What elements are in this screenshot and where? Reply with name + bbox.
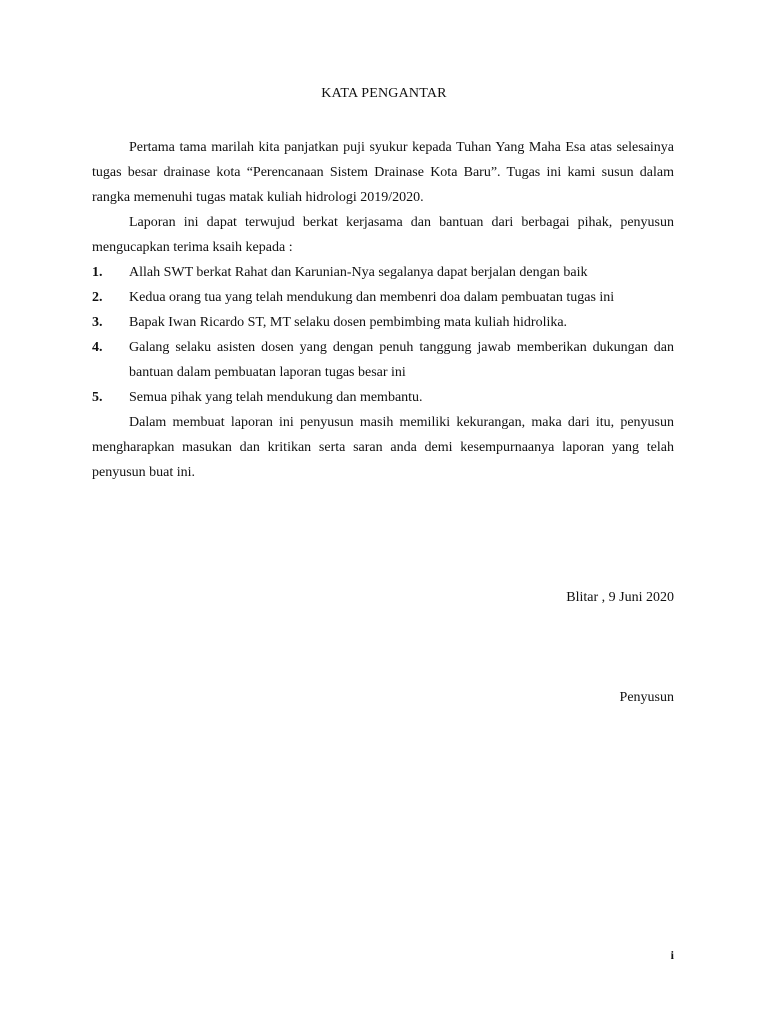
list-item-text: Semua pihak yang telah mendukung dan membantu. xyxy=(129,390,423,405)
paragraph-closing: Dalam membuat laporan ini penyusun masih memiliki kekurangan, maka dari itu, penyusun mengharapkan masukan dan kritikan serta saran anda demi kesempurnaanya laporan yang telah penyusun buat ini. xyxy=(92,415,674,480)
list-item xyxy=(92,285,674,310)
list-item-number: 1. xyxy=(92,265,103,280)
paragraph-thanks-lead: Laporan ini dapat terwujud berkat kerjasama dan bantuan dari berbagai pihak, penyusun mengucapkan terima ksaih kepada : xyxy=(92,215,674,255)
signatory: Penyusun xyxy=(619,690,674,705)
acknowledgement-list xyxy=(92,260,674,410)
list-item-text: Allah SWT berkat Rahat dan Karunian-Nya segalanya dapat berjalan dengan baik xyxy=(129,265,588,280)
list-item-text: Kedua orang tua yang telah mendukung dan membenri doa dalam pembuatan tugas ini xyxy=(129,290,615,305)
list-item xyxy=(92,260,674,285)
list-item xyxy=(92,385,674,410)
place-date: Blitar , 9 Juni 2020 xyxy=(566,590,674,605)
list-item-number: 2. xyxy=(92,290,103,305)
list-item-number: 4. xyxy=(92,340,103,355)
page-title: KATA PENGANTAR xyxy=(321,86,447,101)
list-item-text: Bapak Iwan Ricardo ST, MT selaku dosen pembimbing mata kuliah hidrolika. xyxy=(129,315,568,330)
list-item xyxy=(92,335,674,385)
list-item-number: 5. xyxy=(92,390,103,405)
list-item xyxy=(92,310,674,335)
document-body xyxy=(92,135,674,485)
list-item-text: Galang selaku asisten dosen yang dengan penuh tanggung jawab memberikan dukungan dan bantuan dalam pembuatan laporan tugas besar ini xyxy=(129,340,674,380)
paragraph-intro: Pertama tama marilah kita panjatkan puji syukur kepada Tuhan Yang Maha Esa atas selesainya tugas besar drainase kota “Perencanaan Sistem Drainase Kota Baru”. Tugas ini kami susun dalam rangka memenuhi tugas matak kuliah hidrologi 2019/2020. xyxy=(92,140,674,205)
page-number: i xyxy=(670,948,674,962)
list-item-number: 3. xyxy=(92,315,103,330)
